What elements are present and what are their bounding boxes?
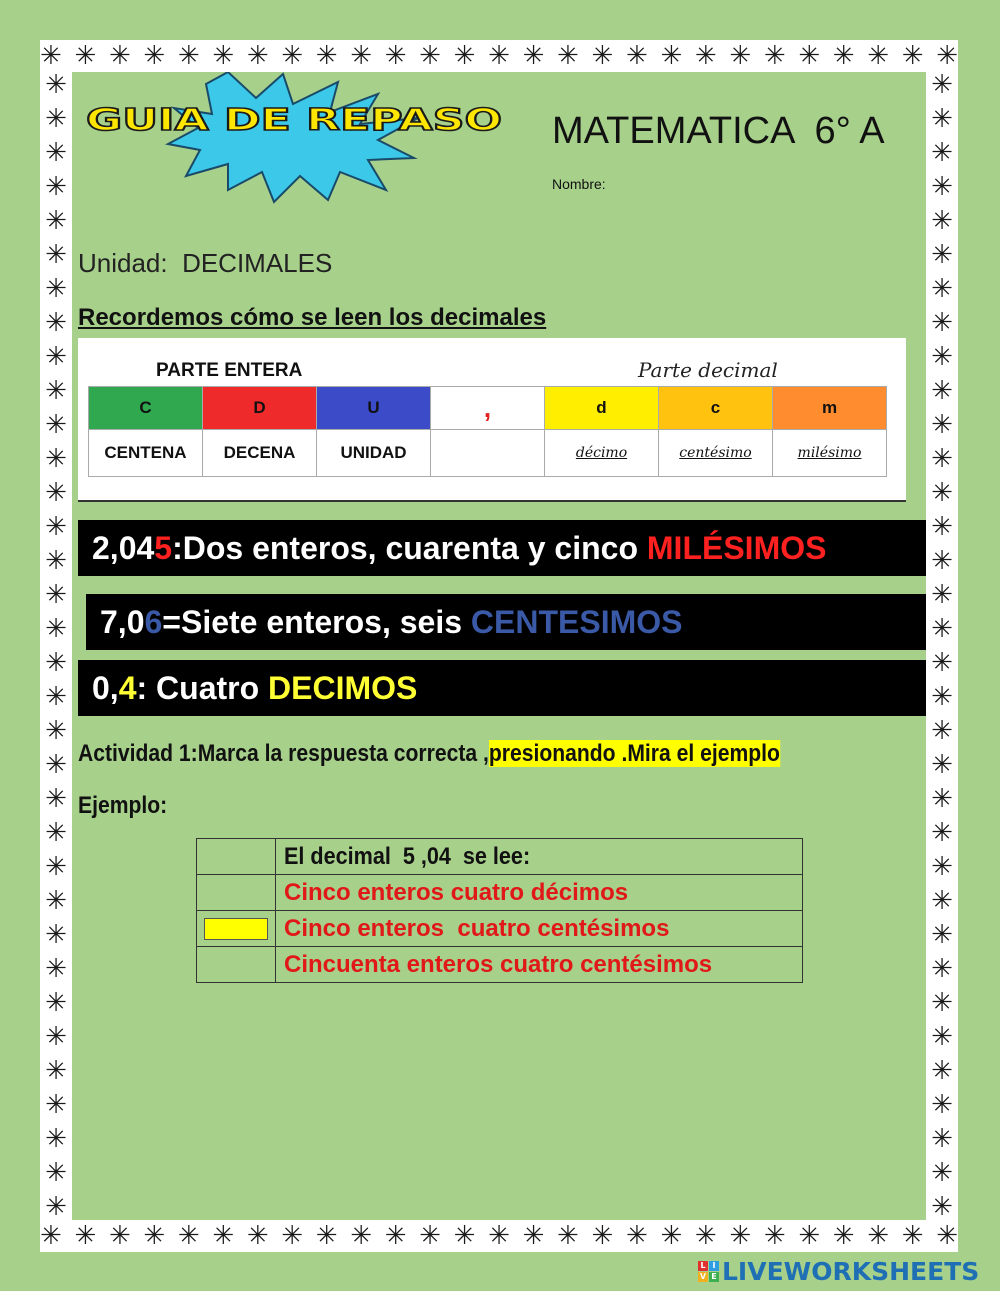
border-asterisk-icon: ✳	[281, 1221, 304, 1251]
border-asterisk-icon: ✳	[591, 1221, 614, 1251]
border-asterisk-icon: ✳	[45, 954, 67, 984]
border-asterisk-icon: ✳	[931, 172, 953, 202]
place-value-chart	[78, 338, 906, 502]
activity-instruction	[78, 740, 780, 768]
border-asterisk-icon: ✳	[45, 1124, 67, 1154]
border-asterisk-icon: ✳	[45, 104, 67, 134]
border-asterisk-icon: ✳	[931, 614, 953, 644]
border-asterisk-icon: ✳	[45, 512, 67, 542]
border-asterisk-icon: ✳	[45, 1022, 67, 1052]
border-asterisk-icon: ✳	[45, 546, 67, 576]
example-reading: :Dos enteros, cuarenta y cinco	[172, 530, 647, 566]
border-asterisk-icon: ✳	[931, 308, 953, 338]
answer-option	[276, 875, 803, 911]
table-row	[197, 875, 803, 911]
border-asterisk-icon: ✳	[45, 852, 67, 882]
border-asterisk-icon: ✳	[45, 240, 67, 270]
border-asterisk-icon: ✳	[931, 376, 953, 406]
border-asterisk-icon: ✳	[931, 954, 953, 984]
example-band-hundredths	[86, 594, 926, 650]
border-asterisk-icon: ✳	[798, 1221, 821, 1251]
border-asterisk-icon: ✳	[931, 546, 953, 576]
table-row	[197, 947, 803, 983]
border-asterisk-icon: ✳	[45, 308, 67, 338]
border-asterisk-icon: ✳	[45, 682, 67, 712]
border-asterisk-icon: ✳	[931, 206, 953, 236]
border-asterisk-icon: ✳	[931, 988, 953, 1018]
name-cell: milésimo	[773, 430, 887, 477]
border-asterisk-icon: ✳	[557, 1221, 579, 1251]
example-number: 0,	[92, 670, 119, 706]
border-asterisk-icon: ✳	[45, 580, 67, 610]
example-unit: MILÉSIMOS	[646, 530, 827, 566]
guia-de-repaso-badge	[78, 72, 508, 204]
logo-letter: L	[698, 1261, 708, 1271]
border-asterisk-icon: ✳	[931, 444, 953, 474]
border-asterisk-icon: ✳	[45, 1158, 67, 1188]
border-asterisk-icon: ✳	[315, 1221, 338, 1251]
example-number: 2,04	[92, 530, 155, 566]
question-text: El decimal 5 ,04 se lee:	[284, 842, 531, 870]
border-asterisk-icon: ✳	[763, 1221, 786, 1251]
worksheet-content	[72, 72, 926, 1220]
border-asterisk-icon: ✳	[488, 41, 510, 71]
border-asterisk-icon: ✳	[45, 716, 67, 746]
border-asterisk-icon: ✳	[212, 41, 235, 71]
name-cell: centésimo	[659, 430, 773, 477]
border-asterisk-icon: ✳	[45, 342, 67, 372]
border-asterisk-icon: ✳	[931, 342, 953, 372]
border-asterisk-icon: ✳	[108, 41, 131, 71]
border-asterisk-icon: ✳	[901, 1221, 924, 1251]
empty-cell	[197, 839, 276, 875]
border-asterisk-icon: ✳	[350, 1221, 373, 1251]
name-cell: décimo	[545, 430, 659, 477]
symbol-cell: d	[545, 387, 659, 430]
example-digit: 4	[118, 670, 137, 706]
border-asterisk-icon: ✳	[931, 1192, 953, 1220]
border-asterisk-icon: ✳	[419, 1221, 441, 1251]
border-asterisk-icon: ✳	[45, 376, 67, 406]
liveworksheets-logo	[698, 1256, 979, 1286]
border-asterisk-icon: ✳	[143, 1221, 166, 1251]
table-row	[197, 911, 803, 947]
border-asterisk-icon: ✳	[729, 41, 752, 71]
border-asterisk-icon: ✳	[931, 240, 953, 270]
example-number: 7,0	[100, 604, 145, 640]
example-digit: 6	[144, 604, 163, 640]
border-asterisk-icon: ✳	[45, 1192, 67, 1220]
example-digit: 5	[154, 530, 173, 566]
border-asterisk-icon: ✳	[45, 172, 67, 202]
border-asterisk-icon: ✳	[453, 41, 476, 71]
table-row	[197, 839, 803, 875]
border-asterisk-icon: ✳	[660, 41, 683, 71]
answer-choice-box[interactable]	[197, 947, 276, 983]
symbol-cell: D	[203, 387, 317, 430]
border-asterisk-icon: ✳	[694, 41, 717, 71]
border-asterisk-icon: ✳	[45, 274, 67, 304]
answer-choice-box[interactable]	[197, 911, 276, 947]
unit-title: Unidad: DECIMALES	[78, 248, 333, 278]
activity-highlight: presionando .Mira el ejemplo	[488, 740, 780, 767]
decorative-border-right	[926, 72, 958, 1220]
brand-name: LIVEWORKSHEETS	[722, 1256, 980, 1286]
decimal-comma-cell: ,	[431, 387, 545, 430]
border-asterisk-icon: ✳	[281, 41, 304, 71]
border-asterisk-icon: ✳	[660, 1221, 683, 1251]
border-asterisk-icon: ✳	[931, 274, 953, 304]
border-asterisk-icon: ✳	[45, 1090, 67, 1120]
border-asterisk-icon: ✳	[931, 512, 953, 542]
border-asterisk-icon: ✳	[931, 818, 953, 848]
symbol-cell: C	[89, 387, 203, 430]
border-asterisk-icon: ✳	[143, 41, 166, 71]
page-title: MATEMATICA 6° A	[552, 110, 885, 152]
border-asterisk-icon: ✳	[45, 818, 67, 848]
border-asterisk-icon: ✳	[45, 1056, 67, 1086]
border-asterisk-icon: ✳	[45, 886, 67, 916]
border-asterisk-icon: ✳	[931, 1022, 953, 1052]
border-asterisk-icon: ✳	[931, 852, 953, 882]
border-asterisk-icon: ✳	[763, 41, 786, 71]
place-value-table	[88, 386, 887, 477]
example-unit: DECIMOS	[268, 670, 418, 706]
border-asterisk-icon: ✳	[936, 41, 958, 71]
border-asterisk-icon: ✳	[931, 580, 953, 610]
decorative-border-top	[40, 40, 958, 72]
border-asterisk-icon: ✳	[177, 1221, 200, 1251]
answer-option	[276, 947, 803, 983]
border-asterisk-icon: ✳	[625, 41, 648, 71]
decorative-border-bottom	[40, 1220, 958, 1252]
border-asterisk-icon: ✳	[419, 41, 441, 71]
border-asterisk-icon: ✳	[40, 1221, 62, 1251]
border-asterisk-icon: ✳	[45, 478, 67, 508]
border-asterisk-icon: ✳	[931, 138, 953, 168]
decorative-border-left	[40, 72, 72, 1220]
border-asterisk-icon: ✳	[45, 988, 67, 1018]
selected-answer-marker	[204, 918, 268, 940]
border-asterisk-icon: ✳	[931, 1056, 953, 1086]
border-asterisk-icon: ✳	[931, 72, 953, 100]
border-asterisk-icon: ✳	[350, 41, 373, 71]
option-text: Cinco enteros cuatro centésimos	[284, 914, 670, 942]
border-asterisk-icon: ✳	[901, 41, 924, 71]
option-text: Cincuenta enteros cuatro centésimos	[284, 950, 713, 978]
border-asterisk-icon: ✳	[931, 920, 953, 950]
border-asterisk-icon: ✳	[45, 410, 67, 440]
name-cell: UNIDAD	[317, 430, 431, 477]
name-cell: CENTENA	[89, 430, 203, 477]
border-asterisk-icon: ✳	[931, 478, 953, 508]
example-label: Ejemplo:	[78, 792, 168, 819]
border-asterisk-icon: ✳	[40, 41, 62, 71]
border-asterisk-icon: ✳	[108, 1221, 131, 1251]
border-asterisk-icon: ✳	[522, 1221, 545, 1251]
name-label: Nombre:	[552, 176, 606, 192]
activity-text: Actividad 1:Marca la respuesta correcta ,	[78, 740, 489, 767]
option-text: Cinco enteros cuatro décimos	[284, 878, 629, 906]
border-asterisk-icon: ✳	[74, 41, 97, 71]
border-asterisk-icon: ✳	[45, 784, 67, 814]
border-asterisk-icon: ✳	[931, 716, 953, 746]
border-asterisk-icon: ✳	[488, 1221, 510, 1251]
border-asterisk-icon: ✳	[931, 410, 953, 440]
border-asterisk-icon: ✳	[453, 1221, 476, 1251]
example-reading: : Cuatro	[136, 670, 269, 706]
border-asterisk-icon: ✳	[384, 1221, 407, 1251]
symbol-cell: m	[773, 387, 887, 430]
border-asterisk-icon: ✳	[931, 648, 953, 678]
border-asterisk-icon: ✳	[212, 1221, 235, 1251]
logo-letter: V	[699, 1271, 707, 1281]
border-asterisk-icon: ✳	[384, 41, 407, 71]
border-asterisk-icon: ✳	[931, 1124, 953, 1154]
decimal-part-label: Parte decimal	[638, 358, 778, 382]
border-asterisk-icon: ✳	[694, 1221, 717, 1251]
logo-letter: E	[709, 1272, 719, 1282]
symbol-cell: c	[659, 387, 773, 430]
integer-part-label: PARTE ENTERA	[156, 360, 303, 381]
border-asterisk-icon: ✳	[45, 648, 67, 678]
worksheet-page	[40, 40, 958, 1252]
logo-letter: I	[709, 1261, 719, 1271]
border-asterisk-icon: ✳	[45, 72, 67, 100]
border-asterisk-icon: ✳	[798, 41, 821, 71]
live-logo-icon	[698, 1261, 719, 1282]
border-asterisk-icon: ✳	[931, 1090, 953, 1120]
name-cell-empty	[431, 430, 545, 477]
example-unit: CENTESIMOS	[470, 604, 683, 640]
question-cell	[276, 839, 803, 875]
border-asterisk-icon: ✳	[45, 206, 67, 236]
border-asterisk-icon: ✳	[522, 41, 545, 71]
badge-text: GUIA DE REPASO	[86, 103, 502, 138]
border-asterisk-icon: ✳	[931, 1158, 953, 1188]
border-asterisk-icon: ✳	[625, 1221, 648, 1251]
border-asterisk-icon: ✳	[246, 1221, 269, 1251]
border-asterisk-icon: ✳	[931, 784, 953, 814]
border-asterisk-icon: ✳	[591, 41, 614, 71]
border-asterisk-icon: ✳	[936, 1221, 958, 1251]
border-asterisk-icon: ✳	[931, 682, 953, 712]
border-asterisk-icon: ✳	[74, 1221, 97, 1251]
border-asterisk-icon: ✳	[832, 1221, 855, 1251]
example-answer-table	[196, 838, 803, 983]
border-asterisk-icon: ✳	[45, 138, 67, 168]
border-asterisk-icon: ✳	[867, 41, 890, 71]
border-asterisk-icon: ✳	[315, 41, 338, 71]
border-asterisk-icon: ✳	[931, 104, 953, 134]
border-asterisk-icon: ✳	[45, 920, 67, 950]
border-asterisk-icon: ✳	[45, 614, 67, 644]
reading-heading: Recordemos cómo se leen los decimales	[78, 304, 547, 331]
border-asterisk-icon: ✳	[557, 41, 579, 71]
border-asterisk-icon: ✳	[177, 41, 200, 71]
answer-choice-box[interactable]	[197, 875, 276, 911]
border-asterisk-icon: ✳	[45, 444, 67, 474]
answer-option	[276, 911, 803, 947]
border-asterisk-icon: ✳	[246, 41, 269, 71]
border-asterisk-icon: ✳	[832, 41, 855, 71]
border-asterisk-icon: ✳	[867, 1221, 890, 1251]
border-asterisk-icon: ✳	[729, 1221, 752, 1251]
example-band-thousandths	[78, 520, 926, 576]
example-reading: =Siete enteros, seis	[162, 604, 471, 640]
example-band-tenths	[78, 660, 926, 716]
border-asterisk-icon: ✳	[45, 750, 67, 780]
border-asterisk-icon: ✳	[931, 886, 953, 916]
symbol-cell: U	[317, 387, 431, 430]
border-asterisk-icon: ✳	[931, 750, 953, 780]
name-cell: DECENA	[203, 430, 317, 477]
